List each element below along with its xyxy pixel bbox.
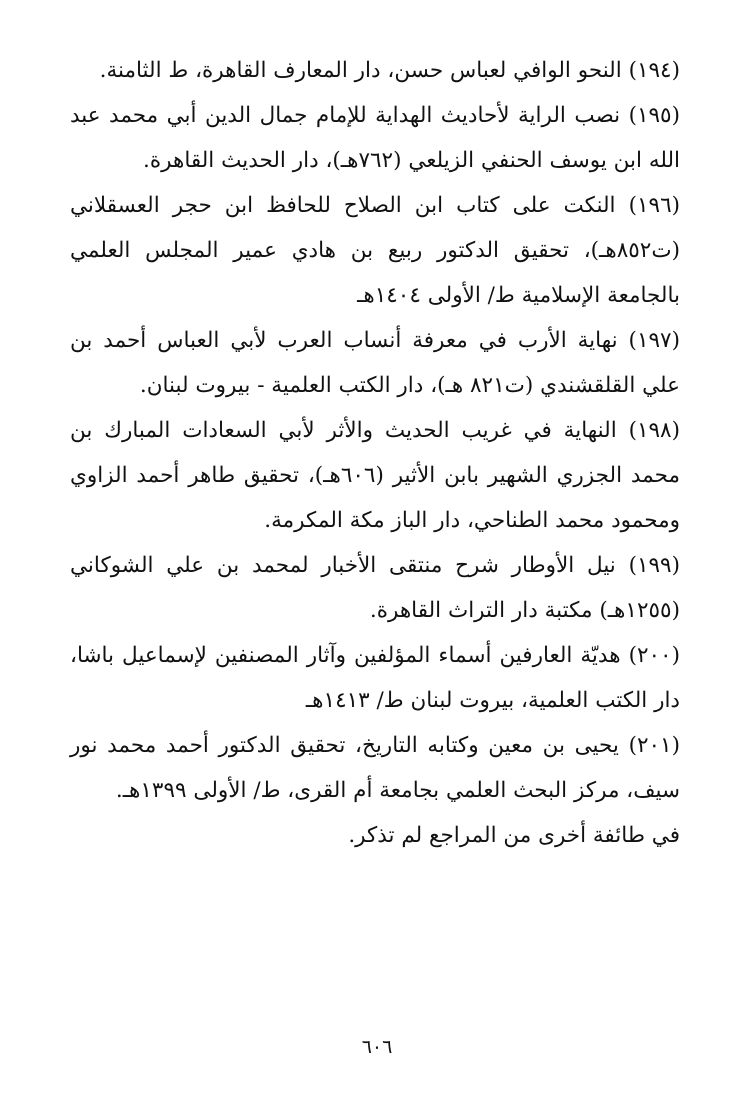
reference-entry — [70, 633, 680, 723]
reference-text: نيل الأوطار شرح منتقى الأخبار لمحمد بن علي الشوكاني (١٢٥٥هـ) مكتبة دار التراث القاهرة. — [70, 553, 680, 623]
closing-note: في طائفة أخرى من المراجع لم تذكر. — [348, 823, 680, 848]
reference-entry — [70, 543, 680, 633]
reference-number: (١٩٧) — [628, 328, 680, 353]
reference-number: (١٩٨) — [628, 418, 680, 443]
reference-text: نصب الراية لأحاديث الهداية للإمام جمال الدين أبي محمد عبد الله ابن يوسف الحنفي الزيلعي (٧٦٢هـ)، دار الحديث القاهرة. — [70, 103, 680, 173]
reference-entry — [70, 723, 680, 813]
reference-text: النحو الوافي لعباس حسن، دار المعارف القاهرة، ط الثامنة. — [99, 58, 622, 83]
reference-list — [70, 48, 680, 858]
reference-number: (١٩٤) — [628, 58, 680, 83]
reference-text: هديّة العارفين أسماء المؤلفين وآثار المصنفين لإسماعيل باشا، دار الكتب العلمية، بيروت لبنان ط/ ١٤١٣هـ — [70, 643, 680, 713]
reference-number: (٢٠١) — [628, 733, 680, 758]
reference-number: (١٩٥) — [628, 103, 680, 128]
page-number: ٦٠٦ — [361, 1036, 393, 1058]
reference-entry — [70, 48, 680, 93]
reference-number: (٢٠٠) — [628, 643, 680, 668]
reference-text: النكت على كتاب ابن الصلاح للحافظ ابن حجر العسقلاني (ت٨٥٢هـ)، تحقيق الدكتور ربيع بن هادي عمير المجلس العلمي بالجامعة الإسلامية ط/ الأولى ١٤٠٤هـ — [70, 193, 680, 308]
reference-entry — [70, 318, 680, 408]
reference-entry — [70, 183, 680, 318]
reference-text: نهاية الأرب في معرفة أنساب العرب لأبي العباس أحمد بن علي القلقشندي (ت٨٢١ هـ)، دار الكتب العلمية - بيروت لبنان. — [70, 328, 680, 398]
reference-entry — [70, 408, 680, 543]
reference-text: النهاية في غريب الحديث والأثر لأبي السعادات المبارك بن محمد الجزري الشهير بابن الأثير (٦٠٦هـ)، تحقيق طاهر أحمد الزاوي ومحمود محمد الطناحي، دار الباز مكة المكرمة. — [70, 418, 680, 533]
reference-text: يحيى بن معين وكتابه التاريخ، تحقيق الدكتور أحمد محمد نور سيف، مركز البحث العلمي بجامعة أم القرى، ط/ الأولى ١٣٩٩هـ. — [70, 733, 680, 803]
reference-entry — [70, 93, 680, 183]
reference-number: (١٩٦) — [628, 193, 681, 218]
reference-number: (١٩٩) — [628, 553, 680, 578]
